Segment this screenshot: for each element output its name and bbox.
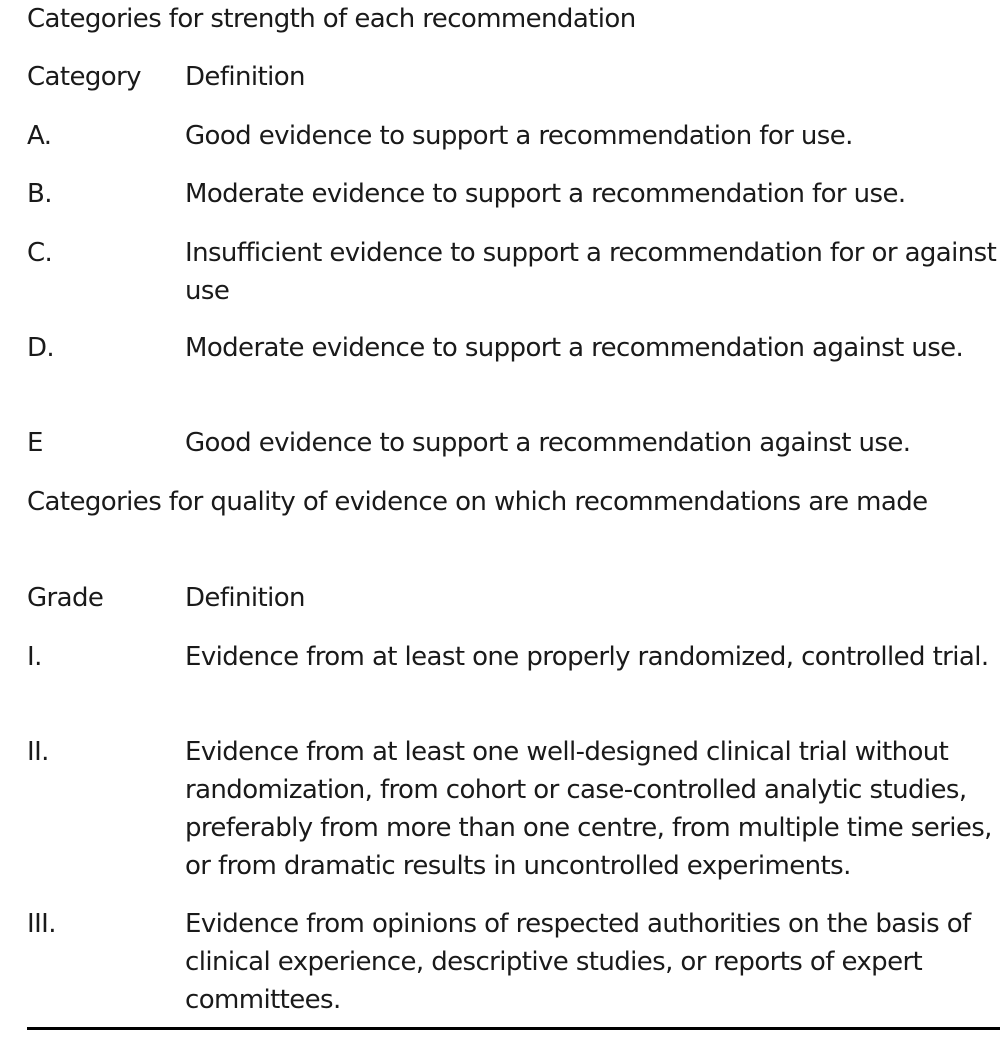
column-header-definition: Definition (185, 583, 305, 613)
grade-label: I. (27, 642, 42, 672)
category-label: C. (27, 238, 53, 268)
category-definition: Moderate evidence to support a recommendation against use. (185, 333, 964, 363)
column-header-definition: Definition (185, 62, 305, 92)
quality-section-title: Categories for quality of evidence on which recommendations are made (27, 487, 928, 517)
category-label: E (27, 428, 43, 458)
strength-section-title: Categories for strength of each recommendation (27, 4, 636, 34)
category-definition: Moderate evidence to support a recommendation for use. (185, 179, 906, 209)
category-label: D. (27, 333, 55, 363)
category-definition: Good evidence to support a recommendation for use. (185, 121, 853, 151)
grade-label: II. (27, 737, 49, 767)
category-label: B. (27, 179, 52, 209)
grade-definition: Evidence from at least one properly randomized, controlled trial. (185, 642, 989, 672)
grade-label: III. (27, 909, 56, 939)
column-header-grade: Grade (27, 583, 104, 613)
grade-definition: Evidence from opinions of respected authorities on the basis of clinical experience, descriptive studies, or reports of expert committees. (185, 909, 971, 1015)
column-header-category: Category (27, 62, 141, 92)
grade-definition: Evidence from at least one well-designed clinical trial without randomization, from cohort or case-controlled analytic studies, preferably from more than one centre, from multiple time series, or from dramatic results in uncontrolled experiments. (185, 737, 992, 881)
category-definition: Good evidence to support a recommendation against use. (185, 428, 911, 458)
category-label: A. (27, 121, 52, 151)
table-bottom-rule (27, 1027, 1000, 1030)
category-definition: Insufficient evidence to support a recommendation for or against use (185, 238, 997, 306)
